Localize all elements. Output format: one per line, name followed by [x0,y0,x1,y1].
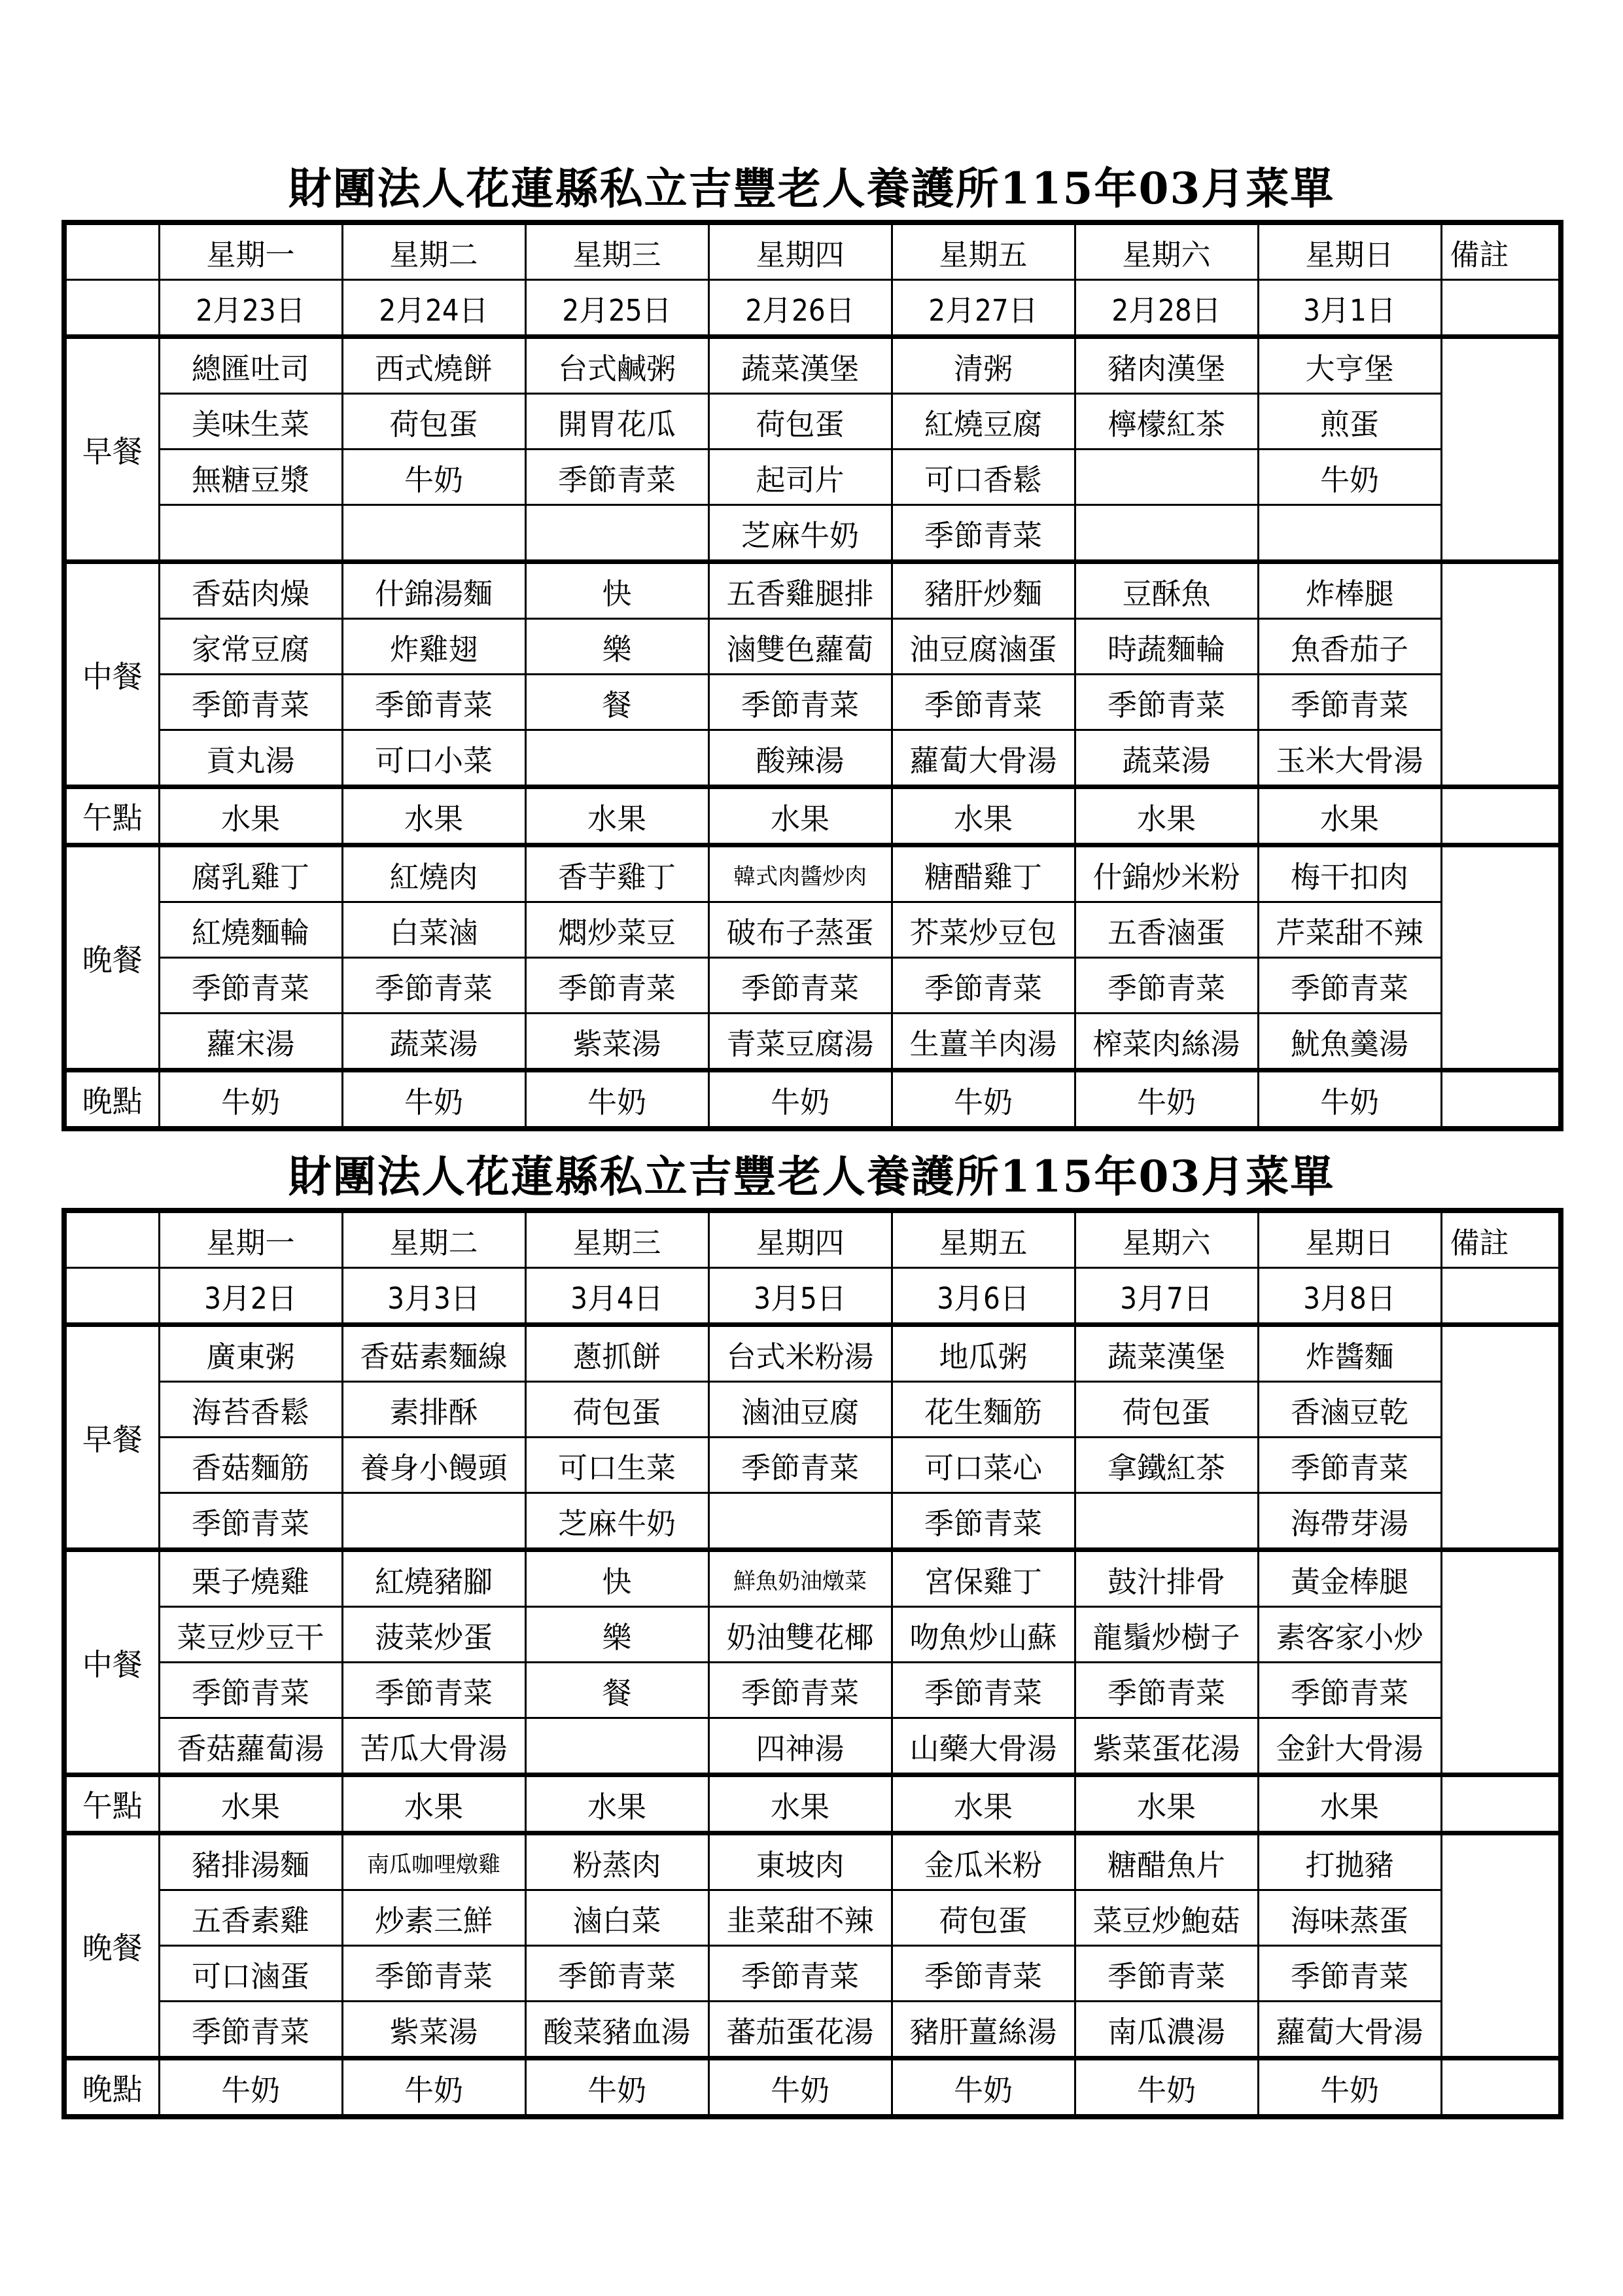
breakfast-row [64,1325,1561,1382]
dinner-dish: 季節青菜 [1075,1946,1258,2002]
dinner-note-cell [1441,845,1561,1070]
breakfast-dish: 紅燒豆腐 [892,394,1075,450]
breakfast-dish: 拿鐵紅茶 [1075,1438,1258,1493]
breakfast-dish: 清粥 [892,337,1075,394]
day-header: 星期三 [525,1210,708,1268]
afternoon-dish: 水果 [1258,787,1441,845]
lunch-dish: 蔬菜湯 [1075,730,1258,787]
afternoon-dish: 水果 [159,787,342,845]
night-dish: 牛奶 [1075,1070,1258,1129]
night-dish: 牛奶 [708,1070,892,1129]
breakfast-dish: 煎蛋 [1258,394,1441,450]
day-header: 星期四 [708,1210,892,1268]
afternoon-dish: 水果 [708,787,892,845]
lunch-dish: 栗子燒雞 [159,1550,342,1607]
night-dish: 牛奶 [892,1070,1075,1129]
dinner-dish: 海味蒸蛋 [1258,1890,1441,1946]
dinner-row [64,902,1561,958]
day-header: 星期五 [892,1210,1075,1268]
dinner-dish: 南瓜咖哩燉雞 [342,1833,525,1890]
breakfast-dish: 美味生菜 [159,394,342,450]
lunch-dish: 苦瓜大骨湯 [342,1718,525,1775]
date-cell: 3月4日 [525,1268,708,1325]
date-cell: 3月5日 [708,1268,892,1325]
lunch-dish: 油豆腐滷蛋 [892,619,1075,675]
breakfast-label: 早餐 [64,1325,159,1550]
lunch-dish: 宮保雞丁 [892,1550,1075,1607]
day-header: 星期五 [892,222,1075,280]
dinner-dish: 荷包蛋 [892,1890,1075,1946]
lunch-dish: 季節青菜 [892,1663,1075,1718]
dinner-dish: 榨菜肉絲湯 [1075,1014,1258,1070]
dinner-dish: 燜炒菜豆 [525,902,708,958]
breakfast-dish [525,505,708,562]
breakfast-row [64,1493,1561,1550]
lunch-dish: 家常豆腐 [159,619,342,675]
date-cell: 3月2日 [159,1268,342,1325]
dinner-dish: 蕃茄蛋花湯 [708,2002,892,2058]
dinner-dish: 炒素三鮮 [342,1890,525,1946]
lunch-dish [525,1718,708,1775]
dinner-dish: 滷白菜 [525,1890,708,1946]
afternoon-dish: 水果 [342,1775,525,1833]
breakfast-row [64,337,1561,394]
menu-title-week-1: 財團法人花蓮縣私立吉豐老人養護所115年03月菜單 [288,163,1335,214]
dinner-row [64,845,1561,902]
lunch-row [64,675,1561,730]
lunch-dish: 季節青菜 [1258,1663,1441,1718]
dinner-dish: 青菜豆腐湯 [708,1014,892,1070]
night-dish: 牛奶 [342,1070,525,1129]
breakfast-dish [708,1493,892,1550]
dinner-dish: 魷魚羹湯 [1258,1014,1441,1070]
lunch-dish: 樂 [525,1607,708,1663]
note-header: 備註 [1441,222,1561,280]
night-dish: 牛奶 [1258,1070,1441,1129]
night-row [64,1070,1561,1129]
night-dish: 牛奶 [525,1070,708,1129]
afternoon-dish: 水果 [892,1775,1075,1833]
breakfast-dish: 蔬菜漢堡 [708,337,892,394]
breakfast-dish: 芝麻牛奶 [525,1493,708,1550]
breakfast-row [64,394,1561,450]
breakfast-dish: 香滷豆乾 [1258,1382,1441,1438]
breakfast-dish: 起司片 [708,450,892,505]
dinner-dish: 芹菜甜不辣 [1258,902,1441,958]
lunch-dish: 季節青菜 [892,675,1075,730]
dinner-row [64,1946,1561,2002]
breakfast-dish: 素排酥 [342,1382,525,1438]
breakfast-dish [342,505,525,562]
lunch-row [64,562,1561,619]
breakfast-dish: 可口香鬆 [892,450,1075,505]
lunch-dish: 菜豆炒豆干 [159,1607,342,1663]
breakfast-dish: 香菇素麵線 [342,1325,525,1382]
lunch-dish: 鮮魚奶油燉菜 [708,1550,892,1607]
breakfast-dish: 開胃花瓜 [525,394,708,450]
afternoon-dish: 水果 [1258,1775,1441,1833]
breakfast-dish: 季節青菜 [892,505,1075,562]
afternoon-note-cell [1441,787,1561,845]
dinner-dish: 豬排湯麵 [159,1833,342,1890]
breakfast-dish: 牛奶 [342,450,525,505]
lunch-row [64,1607,1561,1663]
lunch-dish: 季節青菜 [708,675,892,730]
dinner-dish: 菜豆炒鮑菇 [1075,1890,1258,1946]
afternoon-row [64,787,1561,845]
lunch-dish: 吻魚炒山蘇 [892,1607,1075,1663]
lunch-dish: 季節青菜 [1075,1663,1258,1718]
breakfast-dish: 季節青菜 [892,1493,1075,1550]
date-cell: 3月3日 [342,1268,525,1325]
dinner-dish: 香芋雞丁 [525,845,708,902]
breakfast-dish: 海帶芽湯 [1258,1493,1441,1550]
day-header: 星期六 [1075,222,1258,280]
dinner-dish: 豬肝薑絲湯 [892,2002,1075,2058]
lunch-label: 中餐 [64,562,159,787]
night-dish: 牛奶 [1258,2058,1441,2117]
corner-cell [64,1268,159,1325]
dinner-dish: 金瓜米粉 [892,1833,1075,1890]
breakfast-dish: 台式米粉湯 [708,1325,892,1382]
dinner-dish: 糖醋雞丁 [892,845,1075,902]
night-note-cell [1441,1070,1561,1129]
dinner-row [64,1890,1561,1946]
dinner-dish: 酸菜豬血湯 [525,2002,708,2058]
dinner-dish: 季節青菜 [342,1946,525,2002]
dinner-dish: 五香滷蛋 [1075,902,1258,958]
menu-table-week-2 [61,1208,1563,2119]
breakfast-dish: 芝麻牛奶 [708,505,892,562]
lunch-dish: 金針大骨湯 [1258,1718,1441,1775]
breakfast-dish: 牛奶 [1258,450,1441,505]
lunch-dish: 酸辣湯 [708,730,892,787]
breakfast-row [64,1382,1561,1438]
lunch-dish: 貢丸湯 [159,730,342,787]
night-dish: 牛奶 [159,2058,342,2117]
dinner-dish: 季節青菜 [1258,1946,1441,2002]
breakfast-dish [1258,505,1441,562]
dinner-dish: 粉蒸肉 [525,1833,708,1890]
dinner-dish: 芥菜炒豆包 [892,902,1075,958]
dinner-dish: 生薑羊肉湯 [892,1014,1075,1070]
breakfast-note-cell [1441,337,1561,562]
breakfast-dish: 檸檬紅茶 [1075,394,1258,450]
breakfast-dish: 豬肉漢堡 [1075,337,1258,394]
breakfast-dish [1075,450,1258,505]
lunch-dish: 時蔬麵輪 [1075,619,1258,675]
breakfast-dish: 蔥抓餅 [525,1325,708,1382]
lunch-dish: 素客家小炒 [1258,1607,1441,1663]
dinner-row [64,2002,1561,2058]
breakfast-dish: 可口生菜 [525,1438,708,1493]
lunch-dish: 豆酥魚 [1075,562,1258,619]
day-header: 星期三 [525,222,708,280]
breakfast-dish: 荷包蛋 [525,1382,708,1438]
night-dish: 牛奶 [892,2058,1075,2117]
lunch-dish: 季節青菜 [1258,675,1441,730]
breakfast-dish: 香菇麵筋 [159,1438,342,1493]
lunch-dish: 五香雞腿排 [708,562,892,619]
lunch-dish: 快 [525,1550,708,1607]
dinner-dish: 什錦炒米粉 [1075,845,1258,902]
lunch-dish: 炸雞翅 [342,619,525,675]
night-label: 晚點 [64,2058,159,2117]
lunch-dish [525,730,708,787]
breakfast-dish: 荷包蛋 [342,394,525,450]
day-header: 星期日 [1258,222,1441,280]
breakfast-dish [1075,505,1258,562]
night-dish: 牛奶 [159,1070,342,1129]
breakfast-dish: 總匯吐司 [159,337,342,394]
dinner-dish: 季節青菜 [159,958,342,1014]
afternoon-dish: 水果 [708,1775,892,1833]
dinner-label: 晚餐 [64,845,159,1070]
afternoon-dish: 水果 [525,1775,708,1833]
night-dish: 牛奶 [1075,2058,1258,2117]
dinner-dish: 五香素雞 [159,1890,342,1946]
breakfast-dish: 養身小饅頭 [342,1438,525,1493]
afternoon-dish: 水果 [525,787,708,845]
lunch-dish: 紅燒豬腳 [342,1550,525,1607]
note-header: 備註 [1441,1210,1561,1268]
breakfast-dish: 可口菜心 [892,1438,1075,1493]
dinner-dish: 季節青菜 [525,1946,708,2002]
lunch-dish: 炸棒腿 [1258,562,1441,619]
date-cell: 2月27日 [892,280,1075,337]
dinner-note-cell [1441,1833,1561,2058]
day-header: 星期二 [342,1210,525,1268]
date-cell: 3月6日 [892,1268,1075,1325]
breakfast-dish: 季節青菜 [708,1438,892,1493]
note-cell [1441,1268,1561,1325]
lunch-dish: 快 [525,562,708,619]
day-header: 星期日 [1258,1210,1441,1268]
dinner-dish: 東坡肉 [708,1833,892,1890]
dinner-dish: 韓式肉醬炒肉 [708,845,892,902]
lunch-dish: 山藥大骨湯 [892,1718,1075,1775]
breakfast-dish: 西式燒餅 [342,337,525,394]
breakfast-dish: 荷包蛋 [708,394,892,450]
lunch-dish: 豬肝炒麵 [892,562,1075,619]
night-dish: 牛奶 [708,2058,892,2117]
lunch-dish: 餐 [525,1663,708,1718]
dinner-dish: 腐乳雞丁 [159,845,342,902]
lunch-dish: 香菇蘿蔔湯 [159,1718,342,1775]
lunch-row [64,1663,1561,1718]
afternoon-dish: 水果 [1075,787,1258,845]
date-row [64,1268,1561,1325]
breakfast-dish [342,1493,525,1550]
dinner-dish: 蘿宋湯 [159,1014,342,1070]
afternoon-label: 午點 [64,1775,159,1833]
dinner-dish: 季節青菜 [708,1946,892,2002]
corner-cell [64,280,159,337]
lunch-dish: 季節青菜 [342,1663,525,1718]
breakfast-dish: 荷包蛋 [1075,1382,1258,1438]
lunch-dish: 季節青菜 [159,675,342,730]
date-cell: 3月8日 [1258,1268,1441,1325]
breakfast-dish: 台式鹹粥 [525,337,708,394]
dinner-dish: 蔬菜湯 [342,1014,525,1070]
dinner-dish: 季節青菜 [708,958,892,1014]
day-header: 星期一 [159,222,342,280]
afternoon-row [64,1775,1561,1833]
lunch-dish: 香菇肉燥 [159,562,342,619]
lunch-dish: 餐 [525,675,708,730]
afternoon-note-cell [1441,1775,1561,1833]
afternoon-dish: 水果 [1075,1775,1258,1833]
lunch-dish: 龍鬚炒樹子 [1075,1607,1258,1663]
night-dish: 牛奶 [342,2058,525,2117]
dinner-dish: 季節青菜 [1075,958,1258,1014]
lunch-note-cell [1441,562,1561,787]
lunch-dish: 季節青菜 [1075,675,1258,730]
breakfast-dish [159,505,342,562]
breakfast-row [64,1438,1561,1493]
night-label: 晚點 [64,1070,159,1129]
lunch-dish: 菠菜炒蛋 [342,1607,525,1663]
lunch-row [64,1550,1561,1607]
date-row [64,280,1561,337]
breakfast-row [64,505,1561,562]
breakfast-dish: 地瓜粥 [892,1325,1075,1382]
dinner-dish: 季節青菜 [159,2002,342,2058]
lunch-label: 中餐 [64,1550,159,1775]
dinner-dish: 季節青菜 [1258,958,1441,1014]
night-note-cell [1441,2058,1561,2117]
afternoon-label: 午點 [64,787,159,845]
lunch-dish: 紫菜蛋花湯 [1075,1718,1258,1775]
date-cell: 3月7日 [1075,1268,1258,1325]
dinner-dish: 季節青菜 [892,958,1075,1014]
date-cell: 2月26日 [708,280,892,337]
menu-table-week-1 [61,220,1563,1131]
date-cell: 2月23日 [159,280,342,337]
afternoon-dish: 水果 [892,787,1075,845]
dinner-dish: 紫菜湯 [525,1014,708,1070]
dinner-label: 晚餐 [64,1833,159,2058]
dinner-dish: 季節青菜 [892,1946,1075,2002]
breakfast-dish: 大亨堡 [1258,337,1441,394]
breakfast-dish [1075,1493,1258,1550]
breakfast-dish: 季節青菜 [1258,1438,1441,1493]
date-cell: 3月1日 [1258,280,1441,337]
breakfast-note-cell [1441,1325,1561,1550]
breakfast-dish: 季節青菜 [525,450,708,505]
breakfast-row [64,450,1561,505]
dinner-row [64,958,1561,1014]
day-header: 星期一 [159,1210,342,1268]
dinner-dish: 季節青菜 [525,958,708,1014]
lunch-note-cell [1441,1550,1561,1775]
breakfast-dish: 海苔香鬆 [159,1382,342,1438]
dinner-row [64,1833,1561,1890]
lunch-row [64,619,1561,675]
dinner-dish: 韭菜甜不辣 [708,1890,892,1946]
lunch-dish: 玉米大骨湯 [1258,730,1441,787]
dinner-row [64,1014,1561,1070]
lunch-dish: 可口小菜 [342,730,525,787]
day-header: 星期四 [708,222,892,280]
lunch-dish: 季節青菜 [342,675,525,730]
dinner-dish: 紅燒肉 [342,845,525,902]
lunch-dish: 蘿蔔大骨湯 [892,730,1075,787]
corner-cell [64,1210,159,1268]
dinner-dish: 白菜滷 [342,902,525,958]
dinner-dish: 打拋豬 [1258,1833,1441,1890]
dinner-dish: 蘿蔔大骨湯 [1258,2002,1441,2058]
night-dish: 牛奶 [525,2058,708,2117]
day-header-row [64,1210,1561,1268]
dinner-dish: 紫菜湯 [342,2002,525,2058]
lunch-row [64,1718,1561,1775]
day-header-row [64,222,1561,280]
lunch-dish: 季節青菜 [159,1663,342,1718]
lunch-dish: 鼓汁排骨 [1075,1550,1258,1607]
date-cell: 2月28日 [1075,280,1258,337]
corner-cell [64,222,159,280]
day-header: 星期二 [342,222,525,280]
breakfast-dish: 季節青菜 [159,1493,342,1550]
dinner-dish: 糖醋魚片 [1075,1833,1258,1890]
menu-title-week-2: 財團法人花蓮縣私立吉豐老人養護所115年03月菜單 [288,1151,1335,1202]
breakfast-dish: 滷油豆腐 [708,1382,892,1438]
note-cell [1441,280,1561,337]
dinner-dish: 可口滷蛋 [159,1946,342,2002]
lunch-dish: 魚香茄子 [1258,619,1441,675]
lunch-dish: 黃金棒腿 [1258,1550,1441,1607]
date-cell: 2月25日 [525,280,708,337]
night-row [64,2058,1561,2117]
lunch-dish: 樂 [525,619,708,675]
dinner-dish: 梅干扣肉 [1258,845,1441,902]
breakfast-label: 早餐 [64,337,159,562]
lunch-dish: 季節青菜 [708,1663,892,1718]
day-header: 星期六 [1075,1210,1258,1268]
breakfast-dish: 花生麵筋 [892,1382,1075,1438]
breakfast-dish: 廣東粥 [159,1325,342,1382]
dinner-dish: 南瓜濃湯 [1075,2002,1258,2058]
date-cell: 2月24日 [342,280,525,337]
dinner-dish: 季節青菜 [342,958,525,1014]
breakfast-dish: 炸醬麵 [1258,1325,1441,1382]
dinner-dish: 紅燒麵輪 [159,902,342,958]
lunch-dish: 什錦湯麵 [342,562,525,619]
lunch-row [64,730,1561,787]
lunch-dish: 奶油雙花椰 [708,1607,892,1663]
afternoon-dish: 水果 [159,1775,342,1833]
lunch-dish: 四神湯 [708,1718,892,1775]
breakfast-dish: 蔬菜漢堡 [1075,1325,1258,1382]
afternoon-dish: 水果 [342,787,525,845]
lunch-dish: 滷雙色蘿蔔 [708,619,892,675]
breakfast-dish: 無糖豆漿 [159,450,342,505]
dinner-dish: 破布子蒸蛋 [708,902,892,958]
